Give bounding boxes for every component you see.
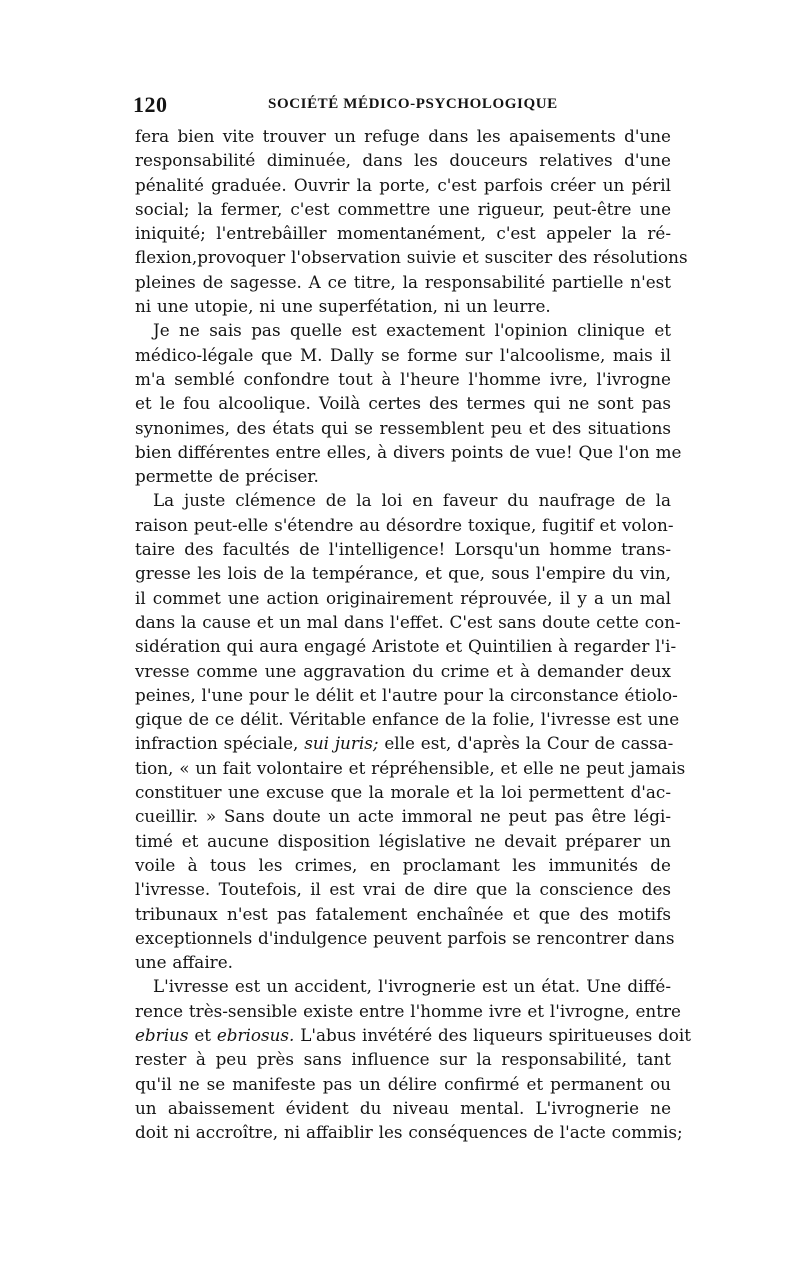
- text-line: gresse les lois de la tempérance, et que, sous l'empire du vin,: [135, 563, 671, 584]
- text-line: exceptionnels d'indulgence peuvent parfois se rencontrer dans: [135, 927, 675, 948]
- text-line: bien différentes entre elles, à divers points de vue! Que l'on me: [135, 441, 682, 462]
- text-line: ebrius et ebriosus. L'abus invétéré des liqueurs spiritueuses doit: [135, 1024, 691, 1045]
- text-line: voile à tous les crimes, en proclamant les immunités de: [135, 854, 671, 875]
- text-line: ni une utopie, ni une superfétation, ni un leurre.: [135, 296, 551, 317]
- text-line: rester à peu près sans influence sur la responsabilité, tant: [135, 1049, 671, 1070]
- running-head: SOCIÉTÉ MÉDICO-PSYCHOLOGIQUE: [268, 96, 558, 112]
- text-line: permette de préciser.: [135, 466, 319, 487]
- text-line: cueillir. » Sans doute un acte immoral ne peut pas être légi-: [135, 806, 671, 827]
- text-line: fera bien vite trouver un refuge dans les apaisements d'une: [135, 126, 671, 146]
- text-line: L'ivresse est un accident, l'ivrognerie est un état. Une diffé-: [153, 976, 671, 997]
- text-line: pleines de sagesse. A ce titre, la responsabilité partielle n'est: [135, 271, 671, 292]
- text-line: m'a semblé confondre tout à l'heure l'homme ivre, l'ivrogne: [135, 368, 671, 389]
- text-line: responsabilité diminuée, dans les douceurs relatives d'une: [135, 150, 671, 171]
- text-line: constituer une excuse que la morale et la loi permettent d'ac-: [135, 782, 671, 803]
- page-header: [133, 92, 673, 122]
- text-line: synonimes, des états qui se ressemblent peu et des situations: [135, 417, 671, 438]
- text-line: médico-légale que M. Dally se forme sur l'alcoolisme, mais il: [135, 344, 671, 365]
- text-line: tion, « un fait volontaire et répréhensible, et elle ne peut jamais: [135, 757, 686, 778]
- text-line: peines, l'une pour le délit et l'autre pour la circonstance étiolo-: [135, 684, 678, 705]
- text-line: dans la cause et un mal dans l'effet. C'est sans doute cette con-: [135, 611, 681, 632]
- text-line: il commet une action originairement réprouvée, il y a un mal: [135, 587, 671, 608]
- text-line: iniquité; l'entrebâiller momentanément, c'est appeler la ré-: [135, 223, 671, 244]
- text-line: qu'il ne se manifeste pas un délire confirmé et permanent ou: [135, 1073, 671, 1094]
- text-line: social; la fermer, c'est commettre une rigueur, peut-être une: [135, 198, 671, 219]
- text-line: pénalité graduée. Ouvrir la porte, c'est parfois créer un péril: [135, 174, 671, 195]
- text-line: et le fou alcoolique. Voilà certes des termes qui ne sont pas: [135, 393, 671, 414]
- text-line: un abaissement évident du niveau mental. L'ivrognerie ne: [135, 1097, 671, 1118]
- text-line: sidération qui aura engagé Aristote et Quintilien à regarder l'i-: [135, 636, 677, 657]
- text-line: Je ne sais pas quelle est exactement l'opinion clinique et: [153, 320, 671, 341]
- text-line: tribunaux n'est pas fatalement enchaînée et que des motifs: [135, 903, 671, 924]
- text-line: rence très-sensible existe entre l'homme ivre et l'ivrogne, entre: [135, 1000, 681, 1021]
- text-line: doit ni accroître, ni affaiblir les conséquences de l'acte commis;: [135, 1122, 683, 1143]
- body-text: [135, 124, 691, 1144]
- text-line: La juste clémence de la loi en faveur du naufrage de la: [153, 490, 671, 511]
- text-line: gique de ce délit. Véritable enfance de la folie, l'ivresse est une: [135, 709, 680, 730]
- text-line: l'ivresse. Toutefois, il est vrai de dire que la conscience des: [135, 879, 671, 900]
- page-number: 120: [133, 92, 168, 117]
- text-line: taire des facultés de l'intelligence! Lorsqu'un homme trans-: [135, 539, 671, 560]
- text-line: vresse comme une aggravation du crime et à demander deux: [135, 660, 671, 681]
- text-line: timé et aucune disposition législative ne devait préparer un: [135, 830, 671, 851]
- text-line: une affaire.: [135, 952, 233, 973]
- text-line: raison peut-elle s'étendre au désordre toxique, fugitif et volon-: [135, 514, 674, 535]
- text-line: flexion,provoquer l'observation suivie et susciter des résolutions: [135, 247, 688, 268]
- text-line: infraction spéciale, sui juris; elle est, d'après la Cour de cassa-: [135, 733, 674, 754]
